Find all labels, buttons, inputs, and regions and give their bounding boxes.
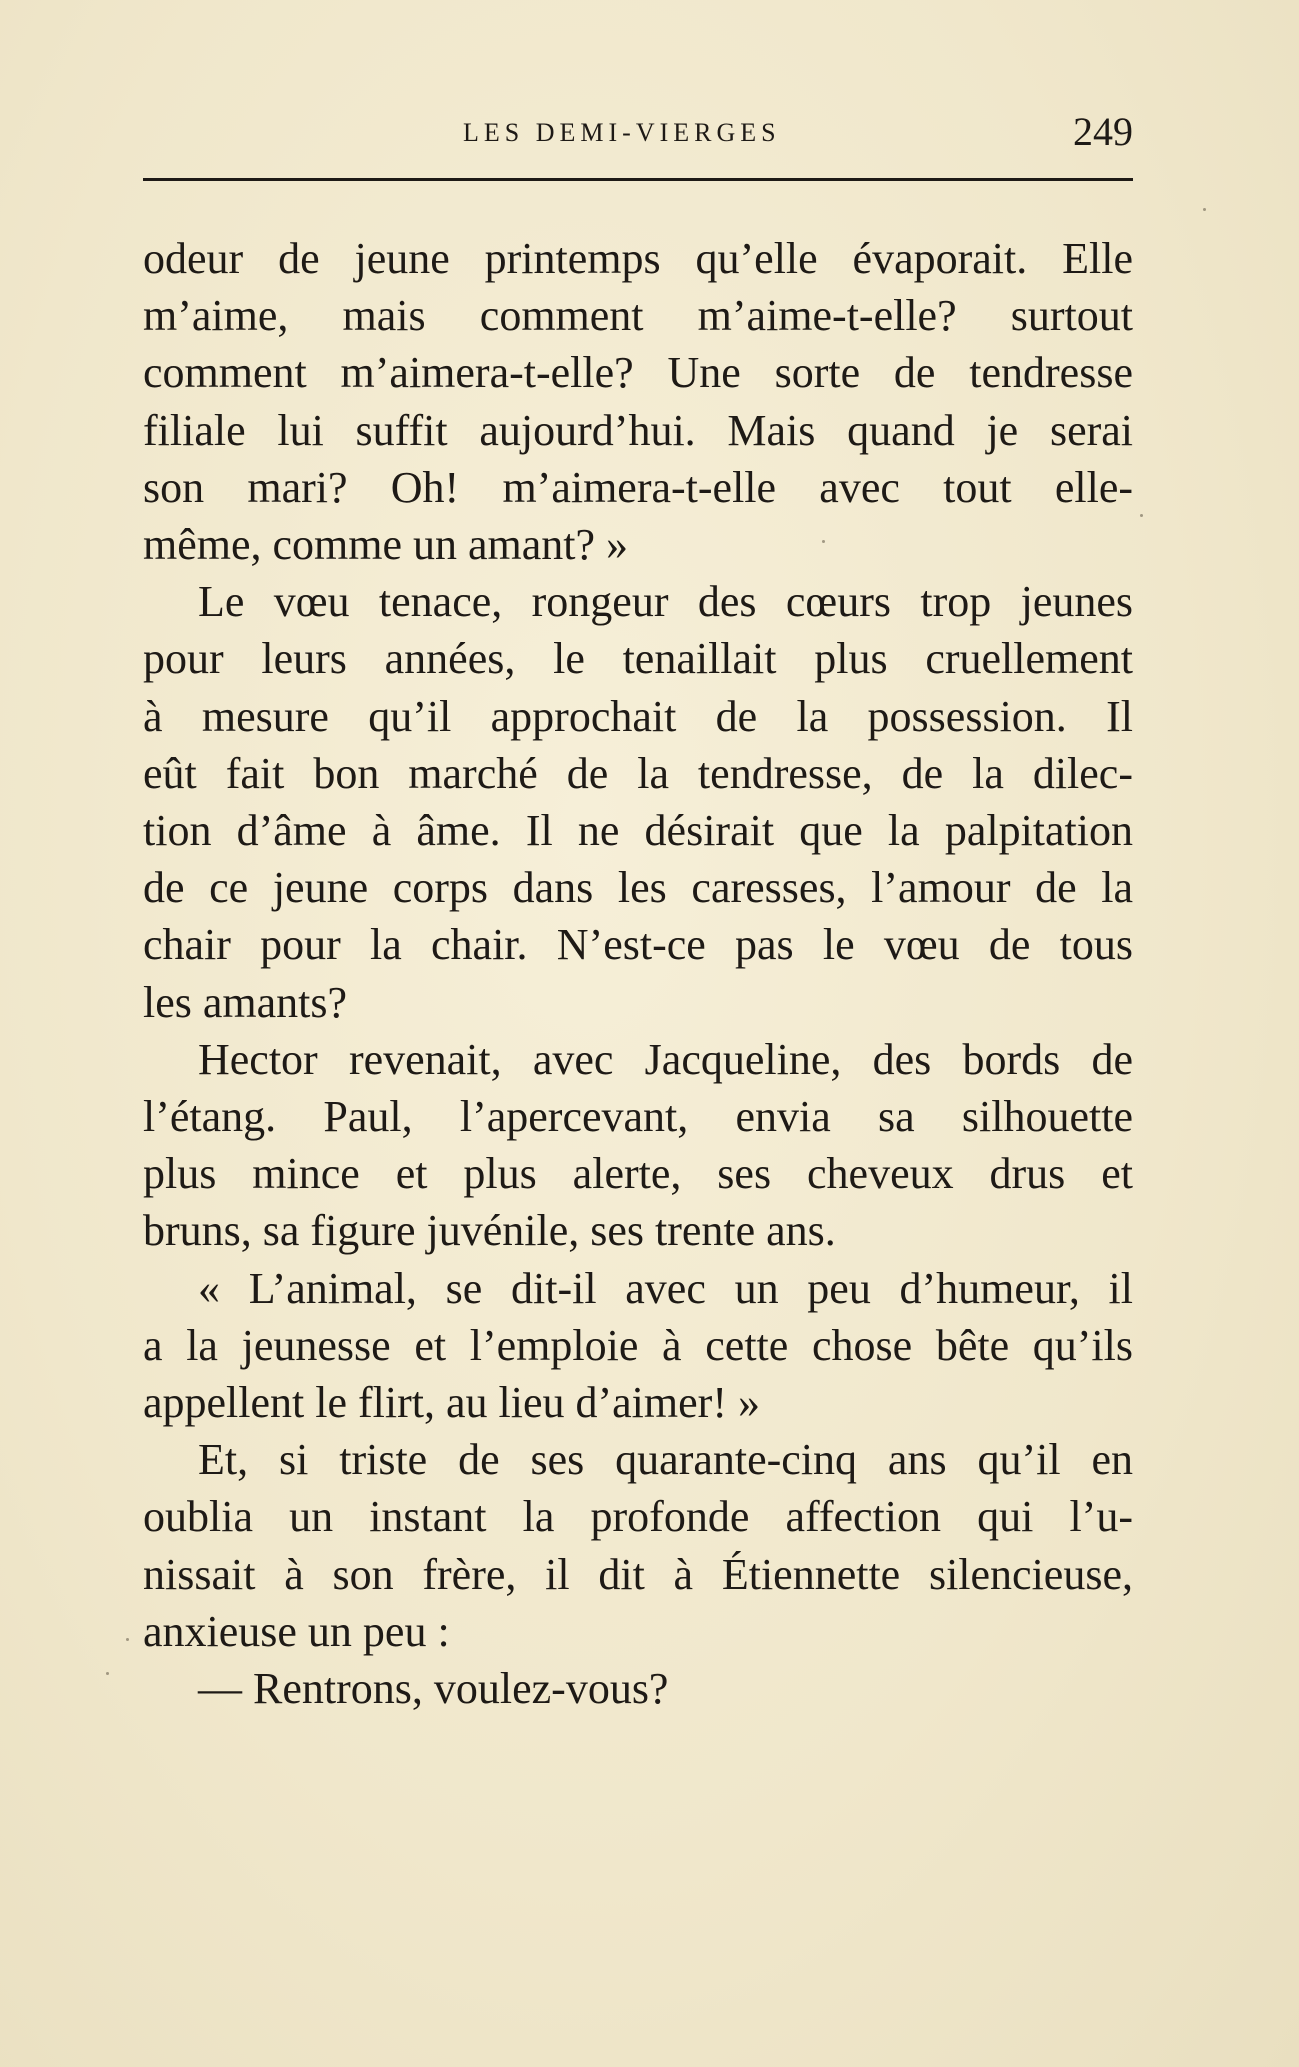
text-line: comment m’aimera-t-elle? Une sorte de tendresse xyxy=(143,348,1133,398)
text-line: bruns, sa figure juvénile, ses trente ans. xyxy=(143,1206,836,1256)
paper-speck xyxy=(822,540,825,543)
text-line: « L’animal, se dit-il avec un peu d’humeur, il xyxy=(198,1263,1133,1313)
text-line: de ce jeune corps dans les caresses, l’amour de la xyxy=(143,863,1133,913)
paper-speck xyxy=(1203,208,1206,211)
text-line: son mari? Oh! m’aimera-t-elle avec tout elle- xyxy=(143,462,1133,512)
text-line: plus mince et plus alerte, ses cheveux drus et xyxy=(143,1149,1133,1199)
text-line: l’étang. Paul, l’apercevant, envia sa silhouette xyxy=(143,1092,1133,1142)
text-line: même, comme un amant? » xyxy=(143,520,629,570)
text-line: anxieuse un peu : xyxy=(143,1606,450,1656)
text-line: les amants? xyxy=(143,977,348,1027)
text-line: eût fait bon marché de la tendresse, de la dilec- xyxy=(143,748,1133,798)
text-line: tion d’âme à âme. Il ne désirait que la palpitation xyxy=(143,806,1133,856)
page-header xyxy=(143,108,1133,168)
text-line: a la jeunesse et l’emploie à cette chose bête qu’ils xyxy=(143,1320,1133,1370)
text-line: chair pour la chair. N’est-ce pas le vœu de tous xyxy=(143,920,1133,970)
text-line: nissait à son frère, il dit à Étiennette silencieuse, xyxy=(143,1549,1133,1599)
paper-speck xyxy=(106,1672,109,1675)
text-line: filiale lui suffit aujourd’hui. Mais quand je serai xyxy=(143,405,1133,455)
text-line: oublia un instant la profonde affection qui l’u- xyxy=(143,1492,1133,1542)
running-title: LES DEMI-VIERGES xyxy=(463,118,781,147)
text-line: m’aime, mais comment m’aime-t-elle? surtout xyxy=(143,291,1133,341)
text-line: à mesure qu’il approchait de la possession. Il xyxy=(143,691,1133,741)
text-line: appellent le flirt, au lieu d’aimer! » xyxy=(143,1378,760,1428)
paper-speck xyxy=(126,1638,129,1641)
text-line: Le vœu tenace, rongeur des cœurs trop jeunes xyxy=(198,577,1133,627)
body-text xyxy=(143,230,1133,1717)
text-line: odeur de jeune printemps qu’elle évaporait. Elle xyxy=(143,234,1133,283)
text-line: Et, si triste de ses quarante-cinq ans qu’il en xyxy=(198,1435,1133,1485)
text-line: — Rentrons, voulez-vous? xyxy=(198,1664,669,1714)
header-rule xyxy=(143,178,1133,181)
paper-speck xyxy=(1140,514,1143,517)
text-line: pour leurs années, le tenaillait plus cruellement xyxy=(143,634,1133,684)
page-number: 249 xyxy=(1073,109,1133,154)
text-line: Hector revenait, avec Jacqueline, des bords de xyxy=(198,1034,1133,1084)
